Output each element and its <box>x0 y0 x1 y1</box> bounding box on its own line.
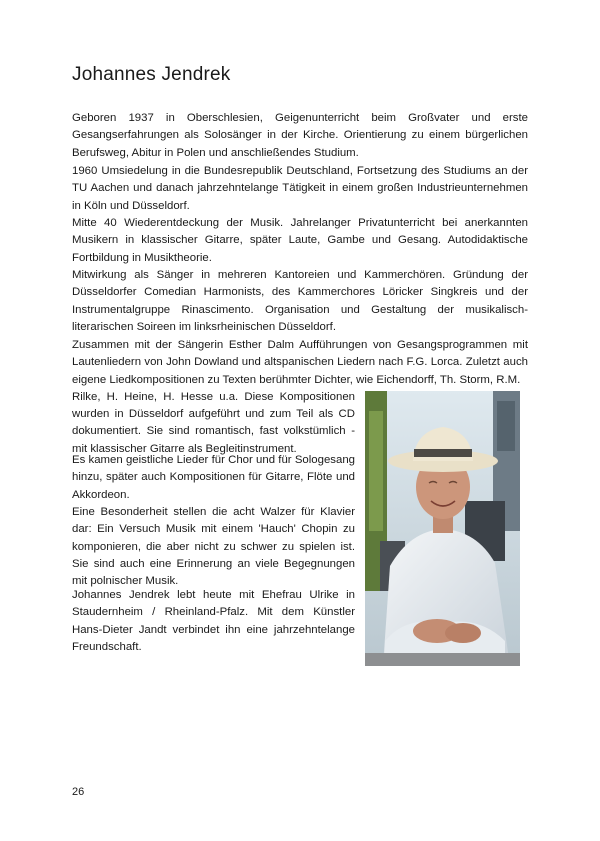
bio-paragraph-performances-continued: Rilke, H. Heine, H. Hesse u.a. Diese Kompositionen wurden in Düsseldorf aufgeführt und zum Teil als CD dokumentiert. Sie sind romantisch, fast volkstümlich - mit klassischer Gitarre als Begleitinstrument. <box>72 390 355 455</box>
bio-paragraph-performances-text: Zusammen mit der Sängerin Esther Dalm Aufführungen von Gesangsprogrammen mit Lautenliedern von John Dowland und altspanischen Liedern nach F.G. Lorca. Zuletzt auch eigene Liedkompositionen zu Texten berühmter Dichter, wie Eichendorff, Th. Storm, R.M. <box>72 339 528 386</box>
bio-paragraph-music-rediscovery: Mitte 40 Wiederentdeckung der Musik. Jahrelanger Privatunterricht bei anerkannten Musikern in klassischer Gitarre, später Laute, Gambe und Gesang. Autodidaktische Fortbildung in Musiktheorie. <box>72 217 528 264</box>
bio-paragraph-sacred-songs: Es kamen geistliche Lieder für Chor und für Sologesang hinzu, später auch Kompositionen für Gitarre, Flöte und Akkordeon. <box>72 454 355 501</box>
page-number: 26 <box>72 786 85 798</box>
page-title: Johannes Jendrek <box>72 64 231 85</box>
bio-paragraph-relocation: 1960 Umsiedelung in die Bundesrepublik Deutschland, Fortsetzung des Studiums an der TU Aachen und danach jahrzehntelange Tätigkeit in einem großen Industrieunternehmen in Köln und Düsseldorf. <box>72 165 528 212</box>
bio-paragraph-present: Johannes Jendrek lebt heute mit Ehefrau Ulrike in Staudernheim / Rheinland-Pfalz. Mit dem Künstler Hans-Dieter Jandt verbindet ihn eine jahrzehntelange Freundschaft. <box>72 589 355 653</box>
bio-paragraph-waltzes: Eine Besonderheit stellen die acht Walzer für Klavier dar: Ein Versuch Musik mit einem 'Hauch' Chopin zu komponieren, die aber nicht zu schwer zu spielen ist. Sie sind auch eine Erinnerung an viele Begegnungen mit polnischer Musik. <box>72 506 355 588</box>
bio-paragraph-birth: Geboren 1937 in Oberschlesien, Geigenunterricht beim Großvater und erste Gesangserfahrungen als Solosänger in der Kirche. Orientierung zu einem bürgerlichen Berufsweg, Abitur in Polen und anschließendes Studium. <box>72 112 528 159</box>
portrait-photo <box>365 391 520 666</box>
bio-paragraph-choirs: Mitwirkung als Sänger in mehreren Kantoreien und Kammerchören. Gründung der Düsseldorfer Comedian Harmonists, des Kammerchores Löricker Singkreis und der Instrumentalgruppe Rinascimento. Organisation und Gestaltung der musikalisch-literarischen Soireen im linksrheinischen Düsseldorf. <box>72 269 528 333</box>
